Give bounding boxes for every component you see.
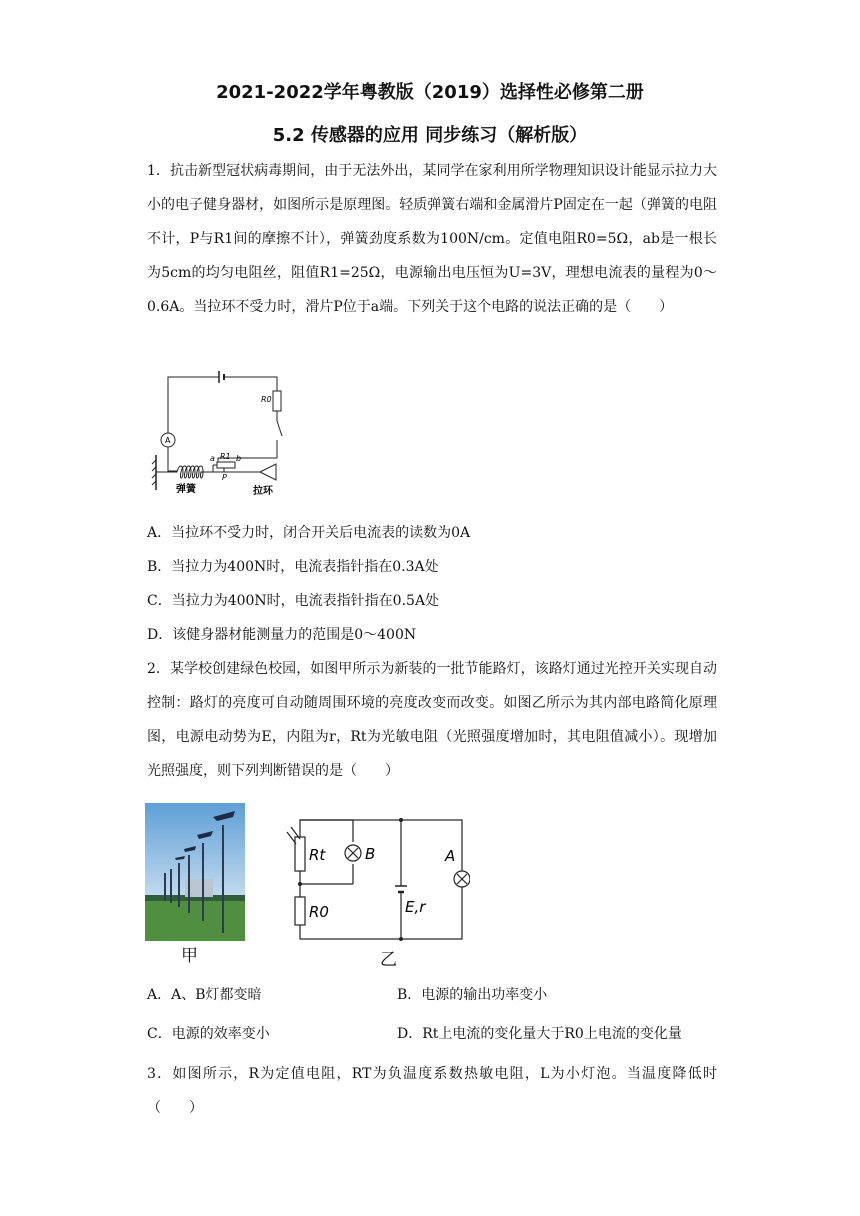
lamp-b-label: B [365,845,376,863]
document-subtitle: 5.2 传感器的应用 同步练习（解析版） [272,125,588,146]
r0-label: R0 [261,395,272,404]
lamp-a-label: A [445,847,456,865]
q1-option-b: B．当拉力为400N时，电流表指针指在0.3A处 [147,559,439,575]
ammeter-label: A [165,436,171,445]
rt-label: Rt [309,846,326,864]
question-2-circuit-figure [285,812,470,942]
question-1-text: 1．抗击新型冠状病毒期间，由于无法外出，某同学在家利用所学物理知识设计能显示拉力大小的电子健身器材，如图所示是原理图。轻质弹簧右端和金属滑片P固定在一起（弹簧的电阻不计，P与R1间的摩擦不计），弹簧劲度系数为100N/cm。定值电阻R0=5Ω，ab是一根长为5cm的均匀电阻丝，阻值R1=25Ω，电源输出电压恒为U=3V，理想电流表的量程为0～0.6A。当拉环不受力时，滑片P位于a端。下列关于这个电路的说法正确的是（ ） [147,163,717,315]
a-end-label: a [210,454,215,463]
q1-option-a: A．当拉环不受力时，闭合开关后电流表的读数为0A [147,525,471,541]
figure-jia-caption: 甲 [181,946,198,966]
q2-option-c: C．电源的效率变小 [147,1026,270,1042]
q1-option-d: D．该健身器材能测量力的范围是0～400N [147,627,417,643]
figure-yi-caption: 乙 [380,950,397,970]
question-3-text: 3．如图所示，R为定值电阻，RT为负温度系数热敏电阻，L为小灯泡。当温度降低时（ ） [147,1066,717,1116]
document-title: 2021-2022学年粤教版（2019）选择性必修第二册 [216,82,644,103]
r0-label-2: R0 [309,903,329,921]
q2-option-d: D．Rt上电流的变化量大于R0上电流的变化量 [397,1026,682,1042]
b-end-label: b [236,454,242,463]
q1-option-c: C．当拉力为400N时，电流表指针指在0.5A处 [147,593,440,609]
q2-option-a: A．A、B灯都变暗 [147,987,262,1003]
spring-label: 弹簧 [176,484,196,495]
slider-p-label: P [222,473,227,482]
source-label: E,r [405,898,426,916]
pull-ring-label: 拉环 [253,486,273,497]
question-2-text: 2．某学校创建绿色校园，如图甲所示为新装的一批节能路灯，该路灯通过光控开关实现自动控制：路灯的亮度可自动随周围环境的亮度改变而改变。如图乙所示为其内部电路简化原理图，电源电动势为E，内阻为r，Rt为光敏电阻（光照强度增加时，其电阻值减小）。现增加光照强度，则下列判断错误的是（ ） [147,661,717,779]
street-lamp-photo [145,803,245,941]
r1-label: R1 [220,452,231,461]
question-1-circuit-figure [150,368,300,503]
q2-option-b: B．电源的输出功率变小 [397,987,548,1003]
